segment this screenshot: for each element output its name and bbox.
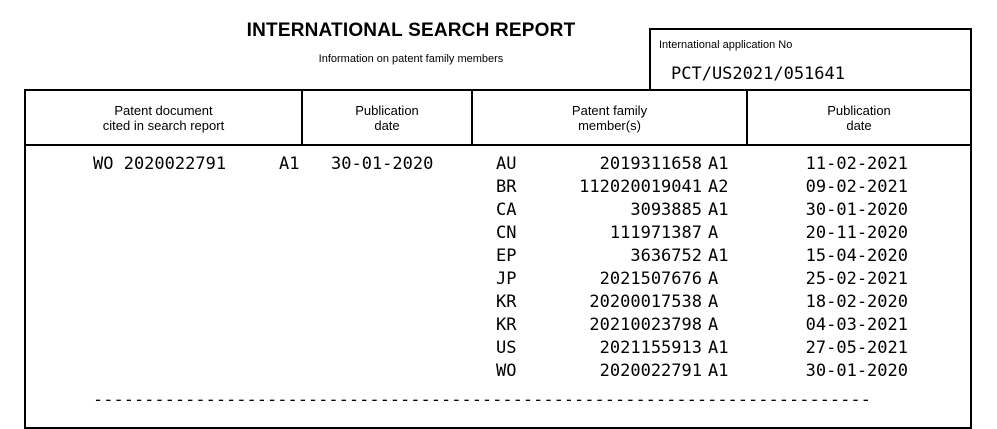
family-publication-date: 18-02-2020 <box>805 292 908 312</box>
family-member-row <box>26 223 970 246</box>
family-publication-date: 25-02-2021 <box>805 269 908 289</box>
report-subtitle: Information on patent family members <box>318 53 504 65</box>
family-document-number: 3636752 <box>630 246 702 266</box>
family-document-number: 112020019041 <box>579 177 702 197</box>
table-header-row <box>26 91 970 146</box>
family-member-row <box>26 315 970 338</box>
family-country-code: EP <box>496 246 517 266</box>
family-publication-date: 20-11-2020 <box>805 223 908 243</box>
header-family-members <box>473 103 746 133</box>
header-family-publication-date <box>748 103 970 133</box>
family-publication-date: 04-03-2021 <box>805 315 908 335</box>
end-separator: ---------------------------------------------------------------------------- <box>93 390 871 410</box>
family-publication-date: 27-05-2021 <box>805 338 908 358</box>
family-country-code: AU <box>496 154 517 174</box>
header-line: Publication <box>827 103 891 118</box>
family-document-number: 2021155913 <box>599 338 702 358</box>
family-kind-code: A <box>708 292 719 312</box>
cited-document-number: WO 2020022791 <box>93 154 227 174</box>
family-document-number: 3093885 <box>630 200 702 220</box>
family-member-row <box>26 246 970 269</box>
family-kind-code: A1 <box>708 200 729 220</box>
family-member-row <box>26 292 970 315</box>
family-kind-code: A <box>708 315 719 335</box>
family-member-row <box>26 338 970 361</box>
header-line: Patent document <box>114 103 213 118</box>
family-document-number: 20210023798 <box>589 315 702 335</box>
family-country-code: KR <box>496 292 517 312</box>
header-publication-date <box>303 103 471 133</box>
family-publication-date: 15-04-2020 <box>805 246 908 266</box>
family-country-code: US <box>496 338 517 358</box>
family-country-code: CN <box>496 223 517 243</box>
family-document-number: 2020022791 <box>599 361 702 381</box>
family-kind-code: A <box>708 223 719 243</box>
family-publication-date: 11-02-2021 <box>805 154 908 174</box>
cited-document-kind: A1 <box>279 154 300 174</box>
family-country-code: CA <box>496 200 517 220</box>
family-member-row <box>26 361 970 384</box>
header-line: Patent family <box>571 103 648 118</box>
header-line: Publication <box>355 103 419 118</box>
application-number: PCT/US2021/051641 <box>671 64 845 84</box>
family-publication-date: 30-01-2020 <box>805 200 908 220</box>
application-number-label: International application No <box>659 39 793 51</box>
header-line: date <box>374 118 400 133</box>
family-document-number: 20200017538 <box>589 292 702 312</box>
family-kind-code: A1 <box>708 246 729 266</box>
header-patent-document <box>26 103 301 133</box>
family-country-code: JP <box>496 269 517 289</box>
header-line: cited in search report <box>102 118 225 133</box>
patent-family-table <box>24 89 972 429</box>
application-number-box <box>649 28 972 90</box>
family-country-code: BR <box>496 177 517 197</box>
header-line: date <box>846 118 872 133</box>
family-kind-code: A1 <box>708 154 729 174</box>
cited-document-date: 30-01-2020 <box>331 154 434 174</box>
family-member-row <box>26 154 970 177</box>
family-member-row <box>26 269 970 292</box>
family-member-row <box>26 200 970 223</box>
header-line: member(s) <box>578 118 641 133</box>
family-document-number: 2021507676 <box>599 269 702 289</box>
family-kind-code: A <box>708 269 719 289</box>
report-title: INTERNATIONAL SEARCH REPORT <box>246 20 576 41</box>
family-publication-date: 30-01-2020 <box>805 361 908 381</box>
family-kind-code: A1 <box>708 361 729 381</box>
family-country-code: KR <box>496 315 517 335</box>
family-member-row <box>26 177 970 200</box>
family-document-number: 111971387 <box>609 223 702 243</box>
family-kind-code: A1 <box>708 338 729 358</box>
family-publication-date: 09-02-2021 <box>805 177 908 197</box>
family-country-code: WO <box>496 361 517 381</box>
family-document-number: 2019311658 <box>599 154 702 174</box>
family-kind-code: A2 <box>708 177 729 197</box>
